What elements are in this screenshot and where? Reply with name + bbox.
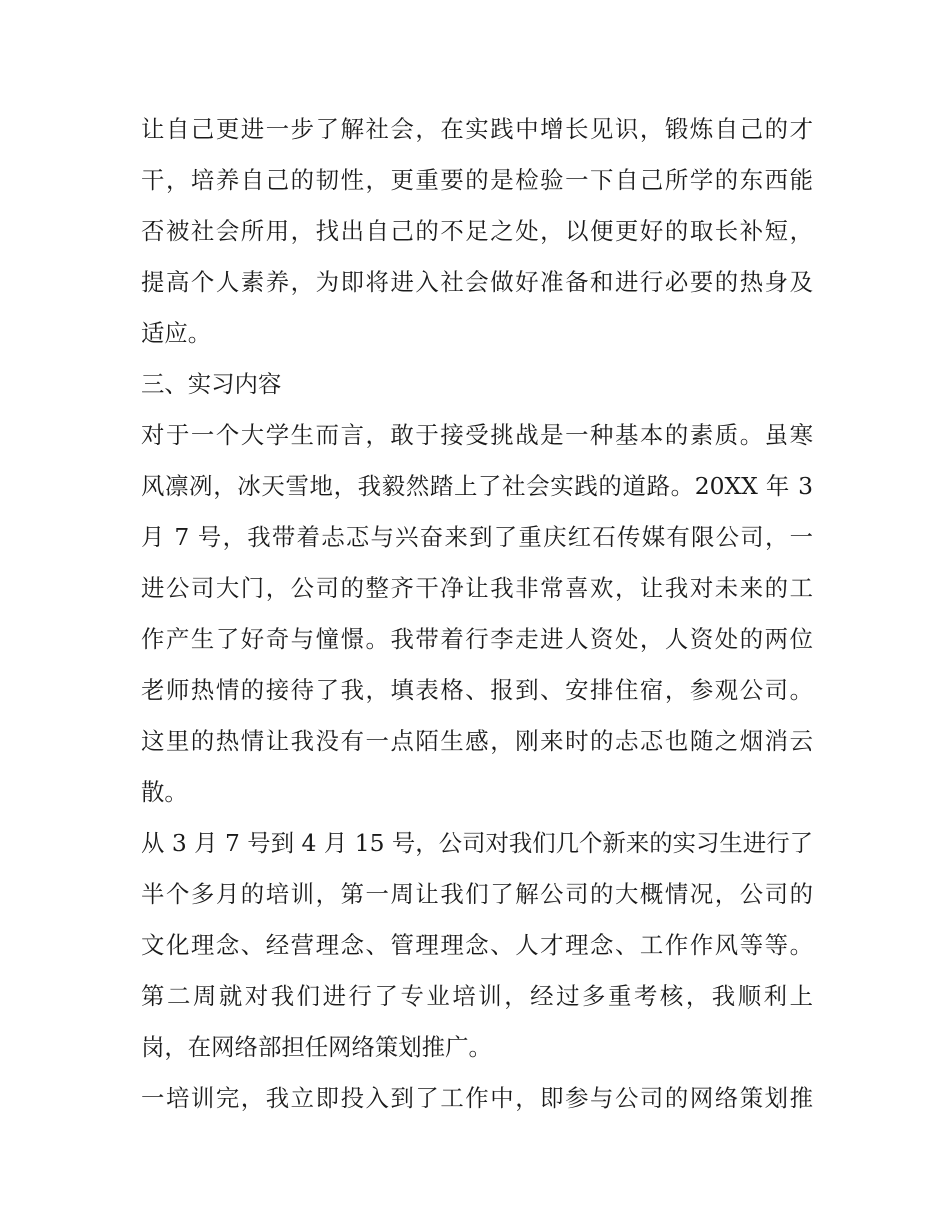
text-line: 岗，在网络部担任网络策划推广。 [141, 1033, 492, 1061]
paragraph-arrival [141, 410, 813, 818]
text-line: 进公司大门，公司的整齐干净让我非常喜欢，让我对未来的工 [141, 574, 813, 602]
text-line: 半个多月的培训，第一周让我们了解公司的大概情况，公司的 [141, 880, 813, 908]
paragraph-work [141, 1073, 813, 1124]
text-line: 这里的热情让我没有一点陌生感，刚来时的忐忑也随之烟消云 [141, 727, 813, 755]
text-line: 作产生了好奇与憧憬。我带着行李走进人资处，人资处的两位 [141, 625, 813, 653]
text-line: 对于一个大学生而言，敢于接受挑战是一种基本的素质。虽寒 [141, 421, 813, 449]
text-line: 老师热情的接待了我，填表格、报到、安排住宿，参观公司。 [141, 676, 813, 704]
text-line: 让自己更进一步了解社会，在实践中增长见识，锻炼自己的才 [141, 115, 813, 143]
text-line: 风凛冽，冰天雪地，我毅然踏上了社会实践的道路。20XX 年 3 [141, 472, 813, 500]
text-line: 一培训完，我立即投入到了工作中，即参与公司的网络策划推 [141, 1084, 813, 1112]
paragraph-training [141, 818, 813, 1073]
paragraph-intro [141, 104, 813, 359]
section-heading [141, 359, 813, 410]
text-line: 干，培养自己的韧性，更重要的是检验一下自己所学的东西能 [141, 166, 813, 194]
text-line: 月 7 号，我带着忐忑与兴奋来到了重庆红石传媒有限公司，一 [141, 523, 813, 551]
text-line: 文化理念、经营理念、管理理念、人才理念、工作作风等等。 [141, 931, 813, 959]
text-line: 提高个人素养，为即将进入社会做好准备和进行必要的热身及 [141, 268, 813, 296]
body-text [141, 104, 813, 1124]
text-line: 适应。 [141, 319, 212, 347]
text-line: 散。 [141, 778, 188, 806]
heading-text: 三、实习内容 [141, 370, 282, 398]
text-line: 第二周就对我们进行了专业培训，经过多重考核，我顺利上 [141, 982, 813, 1010]
text-line: 从 3 月 7 号到 4 月 15 号，公司对我们几个新来的实习生进行了 [141, 829, 813, 857]
text-line: 否被社会所用，找出自己的不足之处，以便更好的取长补短， [141, 217, 813, 245]
